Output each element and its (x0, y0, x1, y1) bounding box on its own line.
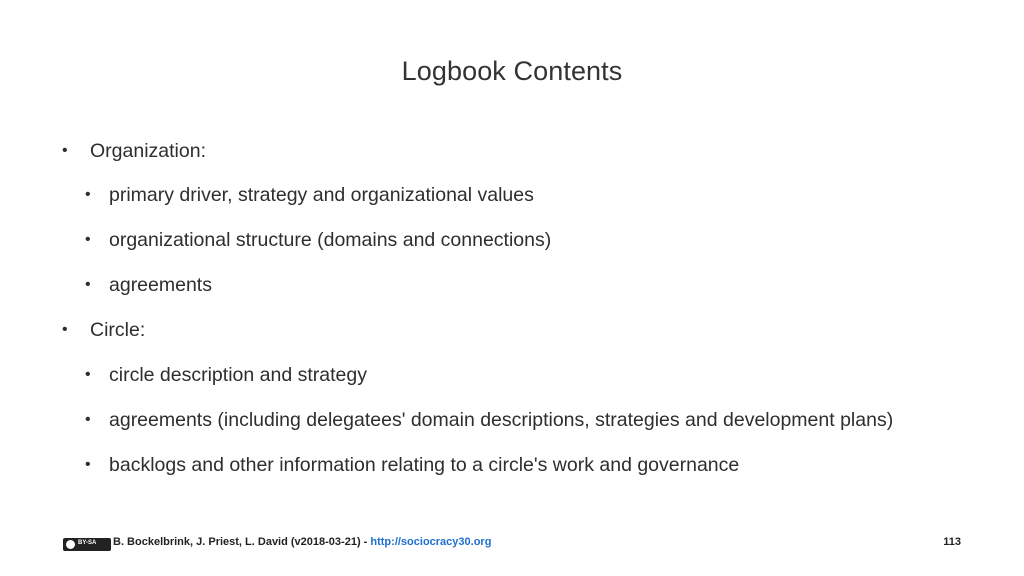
slide-footer (63, 536, 961, 552)
bullet-text: primary driver, strategy and organizational values (109, 184, 534, 206)
slide-title: Logbook Contents (401, 56, 623, 86)
bullet-dot-icon: • (85, 411, 91, 428)
bullet-item (62, 140, 206, 163)
license-badge-text: BY-SA (78, 540, 97, 546)
bullet-dot-icon: • (85, 231, 91, 248)
bullet-text: Organization: (90, 140, 206, 162)
page-number: 113 (943, 536, 961, 548)
cc-circle-icon (65, 539, 76, 550)
bullet-item (85, 229, 552, 252)
footer-credit (113, 536, 491, 548)
website-link[interactable]: http://sociocracy30.org (370, 536, 492, 548)
bullet-dot-icon: • (85, 276, 91, 293)
creative-commons-icon[interactable] (63, 538, 111, 551)
bullet-dot-icon: • (85, 366, 91, 383)
bullet-dot-icon: • (62, 142, 68, 159)
credit-text: B. Bockelbrink, J. Priest, L. David (v2018-03-21) - (113, 536, 371, 548)
bullet-text: organizational structure (domains and connections) (109, 229, 552, 251)
bullet-text: circle description and strategy (109, 364, 367, 386)
bullet-text: Circle: (90, 319, 146, 341)
bullet-dot-icon: • (85, 186, 91, 203)
bullet-dot-icon: • (62, 321, 68, 338)
bullet-dot-icon: • (85, 456, 91, 473)
bullet-text: agreements (109, 274, 212, 296)
bullet-item (85, 274, 212, 297)
bullet-item (85, 409, 894, 432)
bullet-text: agreements (including delegatees' domain descriptions, strategies and development plans) (109, 409, 894, 431)
bullet-item (85, 364, 367, 387)
bullet-text: backlogs and other information relating to a circle's work and governance (109, 454, 740, 476)
bullet-item (85, 454, 740, 477)
bullet-item (62, 319, 146, 342)
bullet-item (85, 184, 534, 207)
